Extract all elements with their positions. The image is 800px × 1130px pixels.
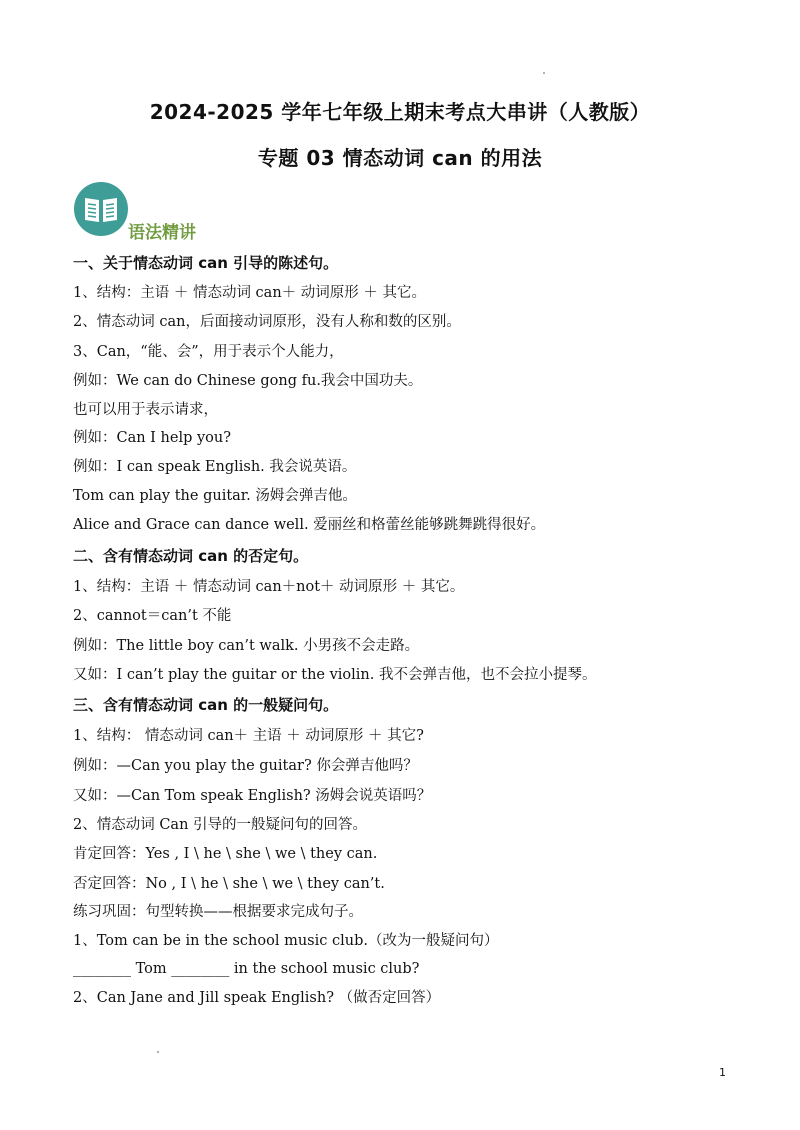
speck — [543, 72, 545, 74]
text-line: 3、Can，“能、会”，用于表示个人能力， — [73, 344, 344, 360]
document-title: 2024-2025 学年七年级上期末考点大串讲（人教版） — [149, 100, 651, 124]
section-label: 语法精讲 — [128, 223, 196, 243]
text-line: 2、情态动词 can，后面接动词原形，没有人称和数的区别。 — [73, 314, 461, 330]
text-line: 2、情态动词 Can 引导的一般疑问句的回答。 — [73, 817, 368, 833]
open-book-icon — [74, 182, 128, 236]
text-line: 1、结构： 情态动词 can＋ 主语 ＋ 动词原形 ＋ 其它? — [73, 728, 424, 744]
heading-statement: 一、关于情态动词 can 引导的陈述句。 — [73, 254, 339, 272]
text-line: 2、Can Jane and Jill speak English? （做否定回答） — [73, 990, 441, 1006]
text-line: 例如：The little boy can’t walk. 小男孩不会走路。 — [73, 638, 420, 654]
text-line: Tom can play the guitar. 汤姆会弹吉他。 — [73, 488, 357, 504]
fill-in-blank-line: ________ Tom ________ in the school music club? — [73, 961, 420, 977]
text-line: 又如：I can’t play the guitar or the violin. 我不会弹吉他，也不会拉小提琴。 — [73, 667, 597, 683]
text-line: 1、结构：主语 ＋ 情态动词 can＋not＋ 动词原形 ＋ 其它。 — [73, 579, 465, 595]
text-line: 1、Tom can be in the school music club.（改为一般疑问句） — [73, 933, 499, 949]
text-line: 也可以用于表示请求， — [73, 402, 218, 418]
speck — [157, 1051, 159, 1053]
text-line: 又如：—Can Tom speak English? 汤姆会说英语吗？ — [73, 788, 432, 804]
text-line: 例如：Can I help you? — [73, 430, 232, 446]
heading-negative: 二、含有情态动词 can 的否定句。 — [73, 547, 309, 565]
text-line: 肯定回答：Yes , I \ he \ she \ we \ they can. — [73, 846, 378, 862]
text-line: 否定回答：No , I \ he \ she \ we \ they can’t. — [73, 876, 385, 892]
text-line: 2、cannot＝can’t 不能 — [73, 608, 232, 624]
text-line: Alice and Grace can dance well. 爱丽丝和格蕾丝能够跳舞跳得很好。 — [73, 517, 546, 533]
text-line: 例如：I can speak English. 我会说英语。 — [73, 459, 357, 475]
text-line: 例如：We can do Chinese gong fu.我会中国功夫。 — [73, 373, 423, 389]
text-line: 练习巩固：句型转换——根据要求完成句子。 — [73, 904, 363, 920]
heading-question: 三、含有情态动词 can 的一般疑问句。 — [73, 696, 339, 714]
document-subtitle: 专题 03 情态动词 can 的用法 — [257, 146, 543, 170]
text-line: 例如：—Can you play the guitar? 你会弹吉他吗？ — [73, 758, 418, 774]
page-number: 1 — [719, 1066, 726, 1079]
text-line: 1、结构：主语 ＋ 情态动词 can＋ 动词原形 ＋ 其它。 — [73, 285, 426, 301]
